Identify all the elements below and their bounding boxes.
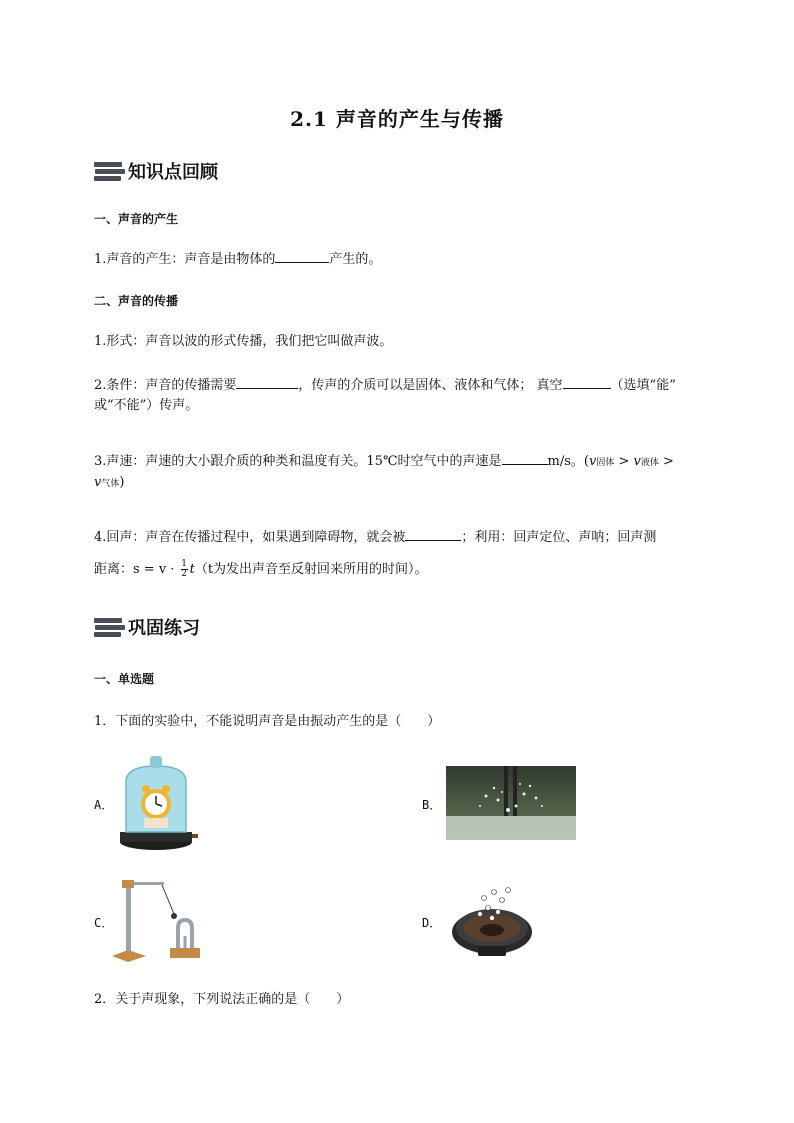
section-review-heading <box>94 158 218 184</box>
page-title: 2.1 声音的产生与传播 <box>290 107 504 131</box>
option-c-label: C． <box>94 916 114 930</box>
books-icon <box>94 617 124 637</box>
option-d-label: D． <box>422 916 442 930</box>
blank-3 <box>563 376 611 389</box>
books-icon <box>94 161 124 181</box>
section-practice-label: 巩固练习 <box>128 618 200 639</box>
paragraph-form: 1.形式：声音以波的形式传播，我们把它叫做声波。 <box>94 334 393 349</box>
blank-5 <box>405 528 461 541</box>
speaker-image <box>448 884 534 964</box>
paragraph-condition: 2.条件：声音的传播需要 ，传声的介质可以是固体、液体和气体； 真空 （选填“能” 或“不能”）传声。 <box>94 378 676 413</box>
section-review-label: 知识点回顾 <box>128 162 218 183</box>
blank-1 <box>275 250 329 263</box>
fraction-half: $\frac{1}{2}$ <box>181 559 187 579</box>
splash-image <box>446 766 576 840</box>
paragraph-production: 1.声音的产生：声音是由物体的 产生的。 <box>94 252 382 267</box>
section-practice-heading <box>94 614 200 640</box>
subheading-sound-propagation: 二、声音的传播 <box>94 294 179 308</box>
bell-jar-image <box>118 754 198 852</box>
subheading-single-choice: 一、单选题 <box>94 672 155 686</box>
blank-2 <box>236 376 298 389</box>
question-2: 2．关于声现象，下列说法正确的是（ ） <box>94 992 350 1007</box>
option-a-label: A． <box>94 798 114 812</box>
option-b-label: B． <box>422 798 442 812</box>
paragraph-speed: 3.声速：声速的大小跟介质的种类和温度有关。15℃时空气中的声速是 m/s。(v固体 > v液体 > v气体) <box>94 454 674 490</box>
subheading-sound-production: 一、声音的产生 <box>94 212 179 226</box>
tuning-fork-image <box>112 876 204 964</box>
question-1: 1．下面的实验中，不能说明声音是由振动产生的是（ ） <box>94 714 441 729</box>
paragraph-echo: 4.回声：声音在传播过程中，如果遇到障碍物，就会被 ；利用：回声定位、声呐；回声测 距离：s = v · $\frac{1}{2}$ t（t为发出声音至反射回来所用的时间）。 <box>94 530 657 579</box>
blank-4 <box>502 452 548 465</box>
